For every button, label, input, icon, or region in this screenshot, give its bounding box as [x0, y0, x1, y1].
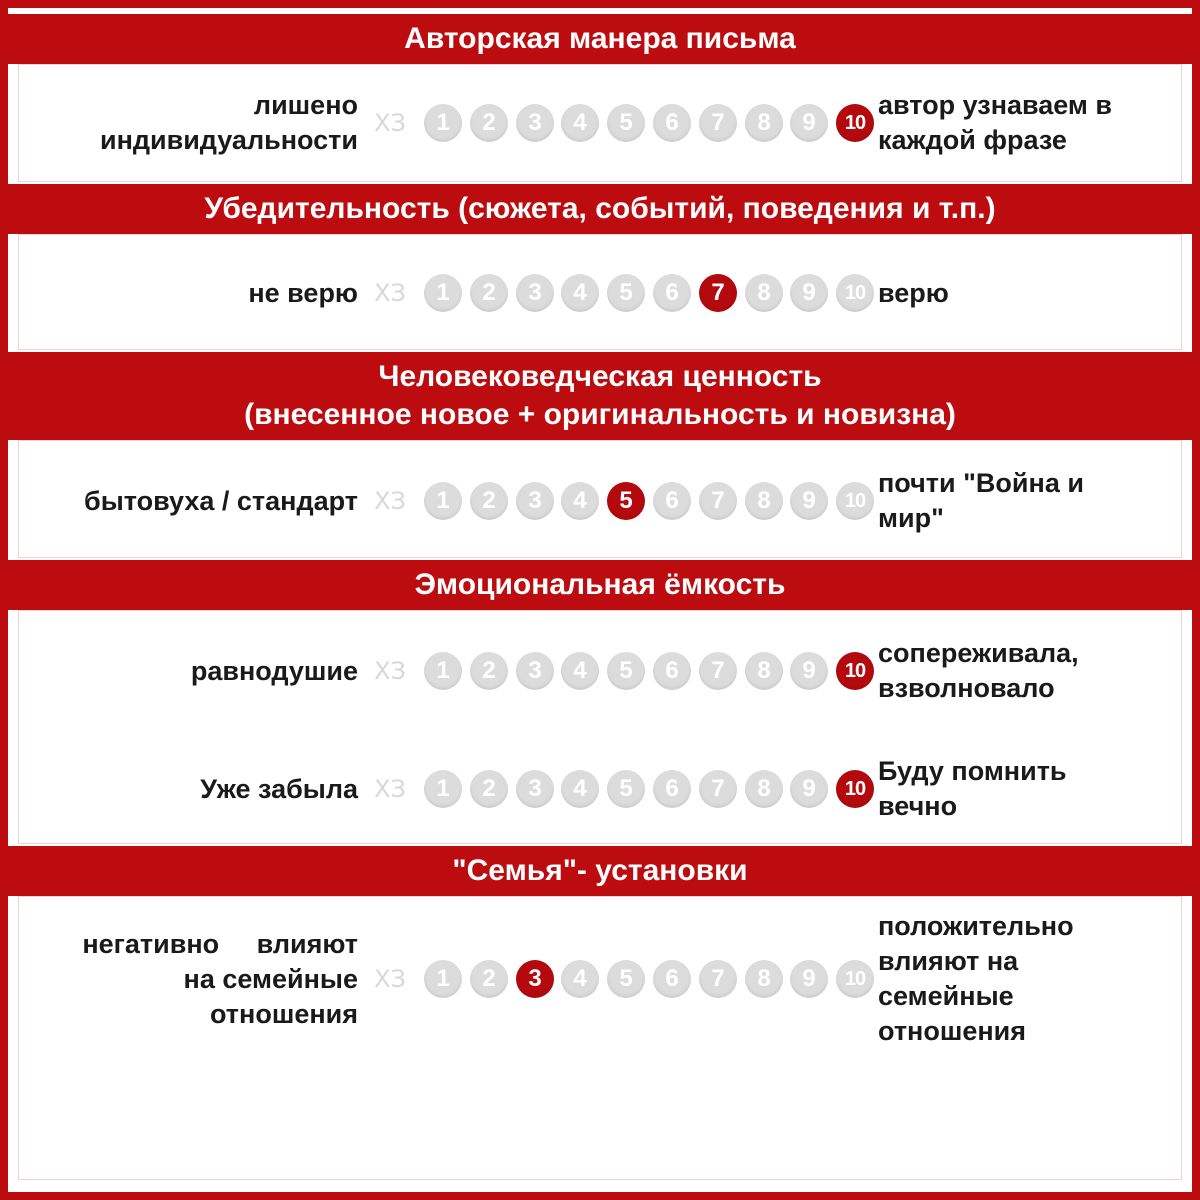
rating-option[interactable]: 3: [516, 104, 554, 142]
rating-option[interactable]: 9: [790, 960, 828, 998]
section-title-line: Убедительность (сюжета, событий, поведения и т.п.): [204, 192, 996, 225]
rating-row: [18, 626, 1182, 716]
high-end-label: [878, 911, 1178, 1046]
rating-option[interactable]: 7: [699, 104, 737, 142]
rating-option[interactable]: 8: [745, 770, 783, 808]
rating-option[interactable]: 3: [516, 770, 554, 808]
rating-option[interactable]: 4: [561, 770, 599, 808]
low-end-label-line: лишено: [253, 90, 358, 120]
high-end-label: [878, 456, 1178, 546]
section-header: [8, 560, 1192, 610]
rating-scale: [416, 626, 876, 716]
high-end-label-line: влияют на: [878, 946, 1019, 976]
low-end-label-line: негативно влияют: [82, 928, 358, 959]
section-title-line: (внесенное новое + оригинальность и новизна): [244, 398, 956, 431]
section-body: [18, 610, 1182, 844]
rating-option[interactable]: 5: [607, 960, 645, 998]
low-end-label-line: отношения: [209, 998, 358, 1029]
rating-option[interactable]: 8: [745, 482, 783, 520]
section-title-line: "Семья"- установки: [452, 854, 748, 887]
rating-option[interactable]: 5: [607, 770, 645, 808]
rating-option[interactable]: 8: [745, 960, 783, 998]
rating-option[interactable]: 10: [836, 960, 874, 998]
high-end-label-line: почти "Война и: [878, 468, 1084, 498]
low-end-label: [38, 626, 358, 716]
low-end-label: [38, 456, 358, 546]
rating-option-selected[interactable]: 3: [516, 960, 554, 998]
rating-option[interactable]: 3: [516, 652, 554, 690]
rating-option[interactable]: 6: [653, 482, 691, 520]
section-body: [18, 440, 1182, 558]
low-end-label: [38, 248, 358, 338]
rating-option[interactable]: 8: [745, 274, 783, 312]
rating-option[interactable]: 2: [470, 104, 508, 142]
dont-know-option[interactable]: ХЗ: [374, 775, 406, 803]
rating-option[interactable]: 9: [790, 482, 828, 520]
rating-row: [18, 911, 1182, 1046]
rating-option[interactable]: 10: [836, 274, 874, 312]
rating-option[interactable]: 1: [424, 652, 462, 690]
dont-know-option[interactable]: ХЗ: [374, 965, 406, 993]
rating-scale: [416, 78, 876, 168]
rating-option[interactable]: 8: [745, 652, 783, 690]
rating-option[interactable]: 7: [699, 770, 737, 808]
rating-option[interactable]: 2: [470, 960, 508, 998]
rating-option[interactable]: 3: [516, 274, 554, 312]
rating-option[interactable]: 4: [561, 960, 599, 998]
rating-option[interactable]: 7: [699, 652, 737, 690]
low-end-label: [38, 78, 358, 168]
section-body: [18, 896, 1182, 1180]
low-end-label-line: Уже забыла: [200, 773, 358, 804]
high-end-label-line: верю: [878, 277, 949, 308]
low-end-label-line: индивидуальности: [99, 125, 358, 155]
low-end-label-line: бытовуха / стандарт: [84, 485, 358, 516]
high-end-label-line: сопереживала,: [878, 638, 1079, 668]
rating-scale: [416, 248, 876, 338]
rating-option[interactable]: 9: [790, 104, 828, 142]
low-end-label-line: на семейные: [183, 963, 358, 994]
rating-option[interactable]: 1: [424, 104, 462, 142]
rating-option[interactable]: 6: [653, 652, 691, 690]
rating-option[interactable]: 9: [790, 274, 828, 312]
rating-option[interactable]: 4: [561, 104, 599, 142]
rating-option[interactable]: 6: [653, 770, 691, 808]
rating-option[interactable]: 6: [653, 274, 691, 312]
high-end-label: [878, 626, 1178, 716]
section-body: [18, 64, 1182, 182]
high-end-label-line: мир": [878, 503, 944, 533]
rating-option[interactable]: 4: [561, 274, 599, 312]
rating-option[interactable]: 2: [470, 652, 508, 690]
low-end-label-line: не верю: [248, 277, 358, 308]
rating-option[interactable]: 1: [424, 960, 462, 998]
dont-know-option[interactable]: ХЗ: [374, 109, 406, 137]
high-end-label-line: взволновало: [878, 673, 1055, 703]
rating-option[interactable]: 8: [745, 104, 783, 142]
low-end-label-line: равнодушие: [190, 655, 358, 686]
rating-option[interactable]: 5: [607, 652, 645, 690]
rating-option[interactable]: 4: [561, 652, 599, 690]
rating-option-selected[interactable]: 7: [699, 274, 737, 312]
rating-option[interactable]: 5: [607, 104, 645, 142]
rating-option[interactable]: 9: [790, 652, 828, 690]
rating-option[interactable]: 7: [699, 482, 737, 520]
high-end-label-line: семейные: [878, 981, 1014, 1011]
high-end-label-line: отношения: [878, 1016, 1027, 1046]
rating-row: [18, 248, 1182, 338]
rating-option[interactable]: 2: [470, 770, 508, 808]
rating-option[interactable]: 10: [836, 482, 874, 520]
section-header: [8, 352, 1192, 440]
rating-option[interactable]: 7: [699, 960, 737, 998]
rating-option[interactable]: 1: [424, 770, 462, 808]
high-end-label: [878, 248, 1178, 338]
rating-option[interactable]: 2: [470, 274, 508, 312]
high-end-label: [878, 744, 1178, 834]
section-title-line: Человековедческая ценность: [378, 360, 822, 393]
dont-know-option[interactable]: ХЗ: [374, 657, 406, 685]
rating-row: [18, 744, 1182, 834]
rating-row: [18, 78, 1182, 168]
rating-option-selected[interactable]: 10: [836, 652, 874, 690]
low-end-label: [38, 928, 358, 1029]
rating-option-selected[interactable]: 10: [836, 104, 874, 142]
high-end-label: [878, 78, 1178, 168]
section-title-line: Эмоциональная ёмкость: [414, 568, 786, 601]
high-end-label-line: каждой фразе: [878, 125, 1067, 155]
rating-option[interactable]: 6: [653, 960, 691, 998]
rating-scale: [416, 456, 876, 546]
rating-option[interactable]: 1: [424, 274, 462, 312]
high-end-label-line: Буду помнить: [878, 756, 1067, 786]
section-header: [8, 846, 1192, 896]
dont-know-option[interactable]: ХЗ: [374, 279, 406, 307]
section-header: [8, 184, 1192, 234]
rating-option-selected[interactable]: 5: [607, 482, 645, 520]
high-end-label-line: положительно: [878, 911, 1074, 941]
section-body: [18, 234, 1182, 350]
rating-option[interactable]: 1: [424, 482, 462, 520]
rating-scale: [416, 744, 876, 834]
dont-know-option[interactable]: ХЗ: [374, 487, 406, 515]
rating-option[interactable]: 9: [790, 770, 828, 808]
rating-scale: [416, 934, 876, 1024]
rating-option[interactable]: 5: [607, 274, 645, 312]
high-end-label-line: вечно: [878, 791, 958, 821]
section-title-line: Авторская манера письма: [404, 22, 796, 55]
low-end-label: [38, 744, 358, 834]
rating-option[interactable]: 3: [516, 482, 554, 520]
section-header: [8, 14, 1192, 64]
rating-option-selected[interactable]: 10: [836, 770, 874, 808]
rating-option[interactable]: 4: [561, 482, 599, 520]
rating-option[interactable]: 2: [470, 482, 508, 520]
high-end-label-line: автор узнаваем в: [878, 90, 1113, 120]
rating-row: [18, 456, 1182, 546]
rating-option[interactable]: 6: [653, 104, 691, 142]
